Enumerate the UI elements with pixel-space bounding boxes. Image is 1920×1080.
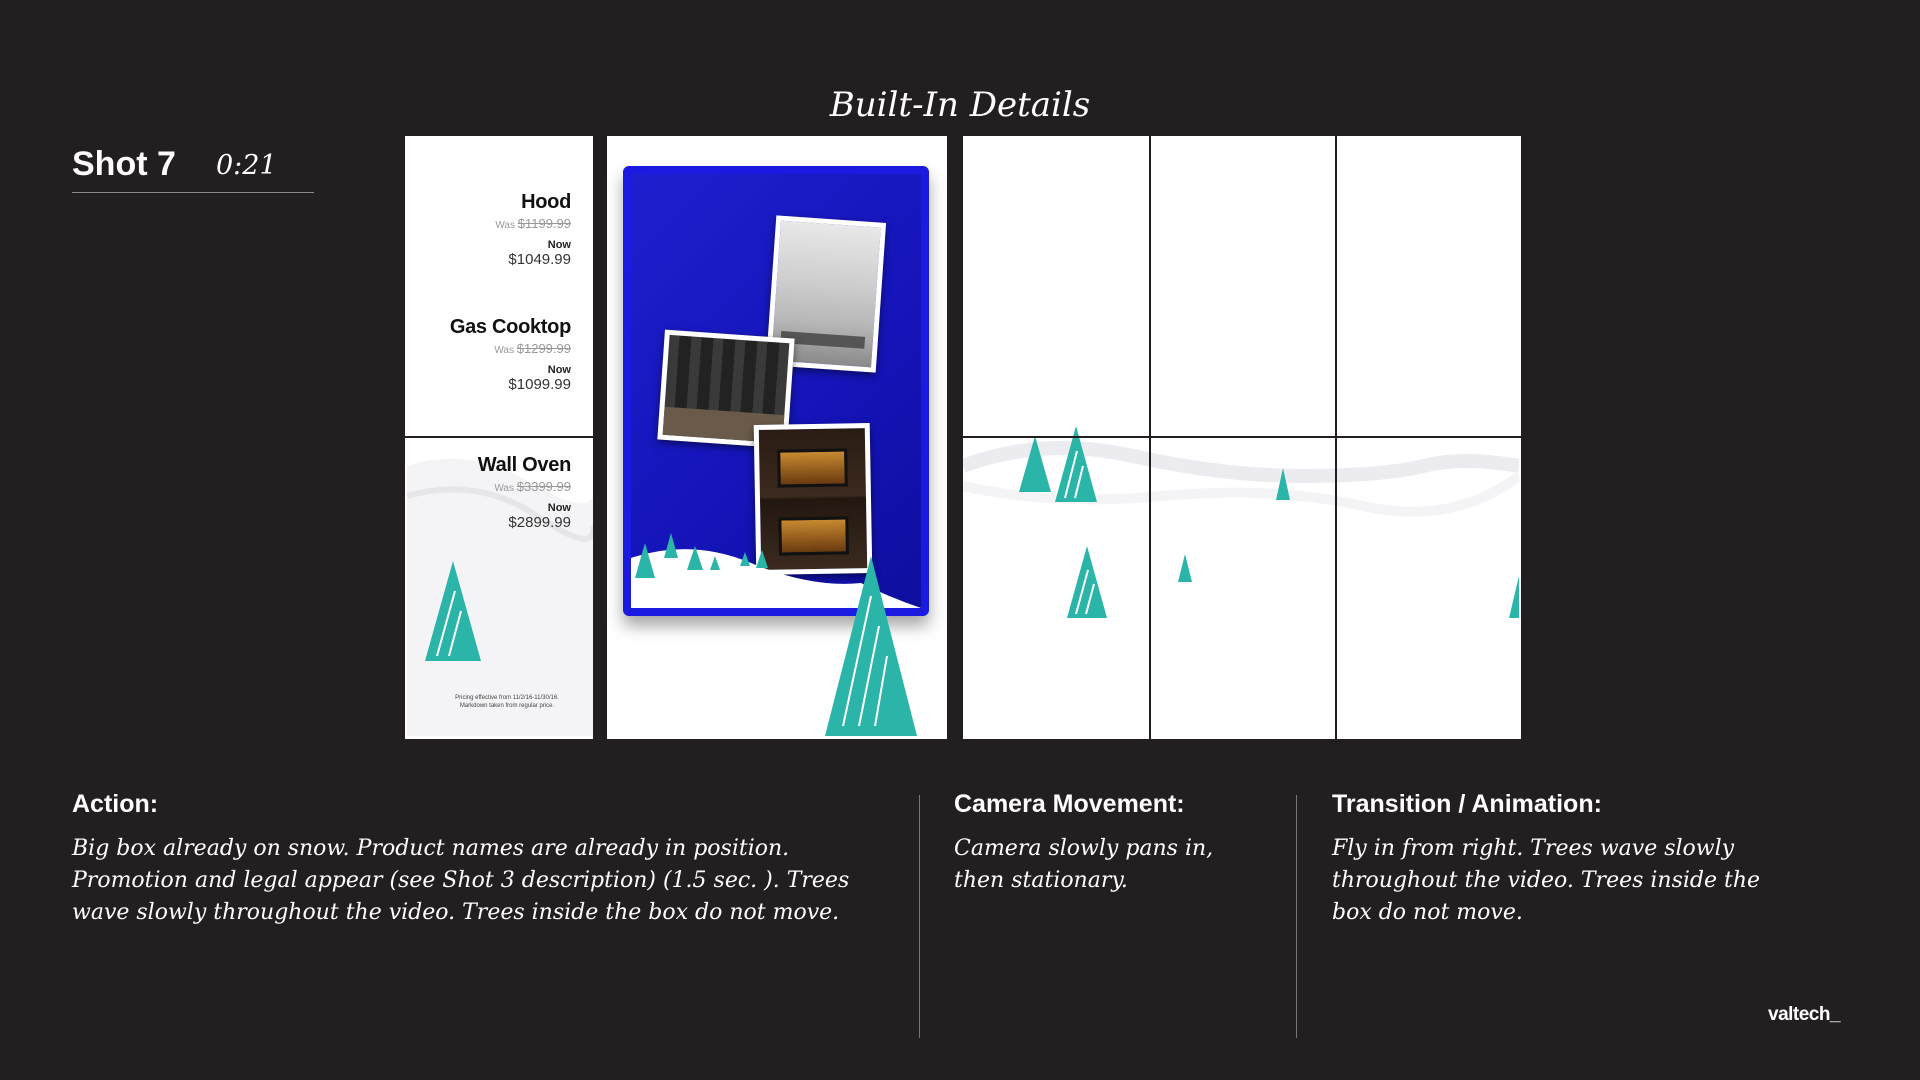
grid-line <box>963 436 1521 438</box>
tree-icon <box>1503 576 1519 620</box>
now-label: Now <box>547 364 571 376</box>
frame-border <box>405 133 1521 136</box>
was-price: $1299.99 <box>516 341 571 356</box>
frame-divider <box>593 133 607 739</box>
now-label: Now <box>547 502 571 514</box>
tree-icon <box>825 556 917 736</box>
valtech-logo: valtech_ <box>1768 1004 1841 1025</box>
action-body: Big box already on snow. Product names are already in position. Promotion and legal appear (see Shot 3 description) (1.5 sec. ). Trees wave slowly throughout the video. Trees inside the box do not move. <box>72 836 850 925</box>
camera-section <box>954 790 1254 897</box>
tree-icon <box>1063 546 1111 622</box>
now-price: $1049.99 <box>508 251 571 268</box>
transition-body: Fly in from right. Trees wave slowly throughout the video. Trees inside the box do not move. <box>1332 836 1761 925</box>
product-wall-oven <box>478 454 571 531</box>
shot-number: Shot 7 <box>72 145 176 183</box>
shot-header <box>72 140 314 193</box>
now-price: $2899.99 <box>508 514 571 531</box>
action-section <box>72 790 872 929</box>
grid-line <box>405 436 593 438</box>
section-divider <box>1296 795 1297 1038</box>
product-was: Was $1199.99 <box>495 216 571 231</box>
camera-body: Camera slowly pans in, then stationary. <box>954 836 1214 893</box>
product-gas-cooktop <box>450 316 571 393</box>
was-price: $3399.99 <box>516 479 571 494</box>
product-was: Was $1299.99 <box>494 341 571 356</box>
now-label: Now <box>547 239 571 251</box>
product-name: Gas Cooktop <box>449 316 571 338</box>
tree-icon <box>1273 468 1293 502</box>
was-price: $1199.99 <box>517 216 571 231</box>
transition-heading: Transition / Animation: <box>1332 790 1602 818</box>
tree-icon <box>1175 554 1195 584</box>
section-divider <box>919 795 920 1038</box>
product-was: Was $3399.99 <box>494 479 571 494</box>
tree-icon <box>425 561 481 661</box>
frame-divider <box>947 133 963 739</box>
action-heading: Action: <box>72 790 159 818</box>
transition-section <box>1332 790 1792 929</box>
tree-icon <box>1051 426 1101 506</box>
page-title: Built-In Details <box>829 84 1091 125</box>
product-hood <box>495 191 571 268</box>
product-name: Wall Oven <box>477 454 571 476</box>
blue-product-box <box>623 166 929 616</box>
shot-timecode: 0:21 <box>216 150 277 181</box>
product-name: Hood <box>521 191 571 213</box>
now-price: $1099.99 <box>508 376 571 393</box>
tree-icon <box>1015 436 1055 496</box>
camera-heading: Camera Movement: <box>954 790 1185 818</box>
product-box-panel <box>607 136 947 736</box>
legal-text: Pricing effective from 11/2/16-11/30/16. Markdown taken from regular price. <box>455 695 559 709</box>
storyboard-frame <box>405 133 1521 739</box>
